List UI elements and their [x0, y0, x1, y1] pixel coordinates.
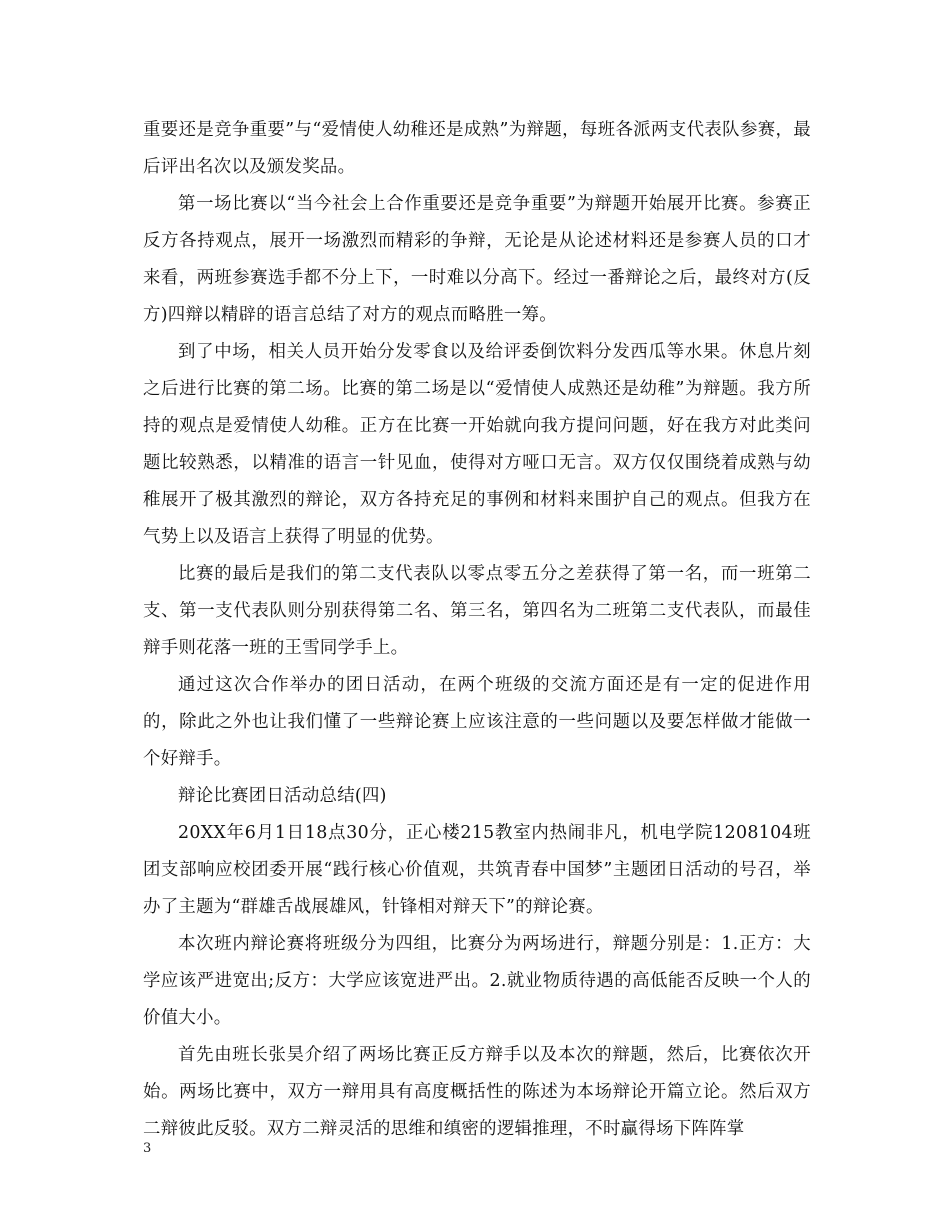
page-number: 3 [143, 1141, 152, 1156]
paragraph-second-match: 到了中场，相关人员开始分发零食以及给评委倒饮料分发西瓜等水果。休息片刻之后进行比赛的第二场。比赛的第二场是以“爱情使人成熟还是幼稚”为辩题。我方所持的观点是爱情使人幼稚。正方在比赛一开始就向我方提问问题，好在我方对此类问题比较熟悉，以精准的语言一针见血，使得对方哑口无言。双方仅仅围绕着成熟与幼稚展开了极其激烈的辩论，双方各持充足的事例和材料来围护自己的观点。但我方在气势上以及语言上获得了明显的优势。 [143, 342, 811, 547]
paragraph-first-match: 第一场比赛以“当今社会上合作重要还是竞争重要”为辩题开始展开比赛。参赛正反方各持观点，展开一场激烈而精彩的争辩，无论是从论述材料还是参赛人员的口才来看，两班参赛选手都不分上下，一时难以分高下。经过一番辩论之后，最终对方(反方)四辩以精辟的语言总结了对方的观点而略胜一筹。 [143, 194, 811, 325]
paragraph-results: 比赛的最后是我们的第二支代表队以零点零五分之差获得了第一名，而一班第二支、第一支代表队则分别获得第二名、第三名，第四名为二班第二支代表队，而最佳辩手则花落一班的王雪同学手上。 [143, 564, 811, 658]
paragraph-process: 首先由班长张昊介绍了两场比赛正反方辩手以及本次的辩题，然后，比赛依次开始。两场比赛中，双方一辩用具有高度概括性的陈述为本场辩论开篇立论。然后双方二辩彼此反驳。双方二辩灵活的思维和缜密的逻辑推理，不时赢得场下阵阵掌 [143, 1045, 811, 1139]
document-body [143, 112, 811, 1148]
paragraph-event-intro: 20XX年6月1日18点30分，正心楼215教室内热闹非凡，机电学院1208104班团支部响应校团委开展“践行核心价值观，共筑青春中国梦”主题团日活动的号召，举办了主题为“群雄舌战展雄风，针锋相对辩天下”的辩论赛。 [143, 823, 811, 917]
paragraph-continued: 重要还是竞争重要”与“爱情使人幼稚还是成熟”为辩题，每班各派两支代表队参赛，最后评出名次以及颁发奖品。 [143, 120, 811, 177]
paragraph-conclusion: 通过这次合作举办的团日活动，在两个班级的交流方面还是有一定的促进作用的，除此之外也让我们懂了一些辩论赛上应该注意的一些问题以及要怎样做才能做一个好辩手。 [143, 675, 811, 769]
section-heading: 辩论比赛团日活动总结(四) [178, 786, 387, 806]
paragraph-topics: 本次班内辩论赛将班级分为四组，比赛分为两场进行，辩题分别是：1.正方：大学应该严进宽出;反方：大学应该宽进严出。2.就业物质待遇的高低能否反映一个人的价值大小。 [143, 934, 811, 1028]
